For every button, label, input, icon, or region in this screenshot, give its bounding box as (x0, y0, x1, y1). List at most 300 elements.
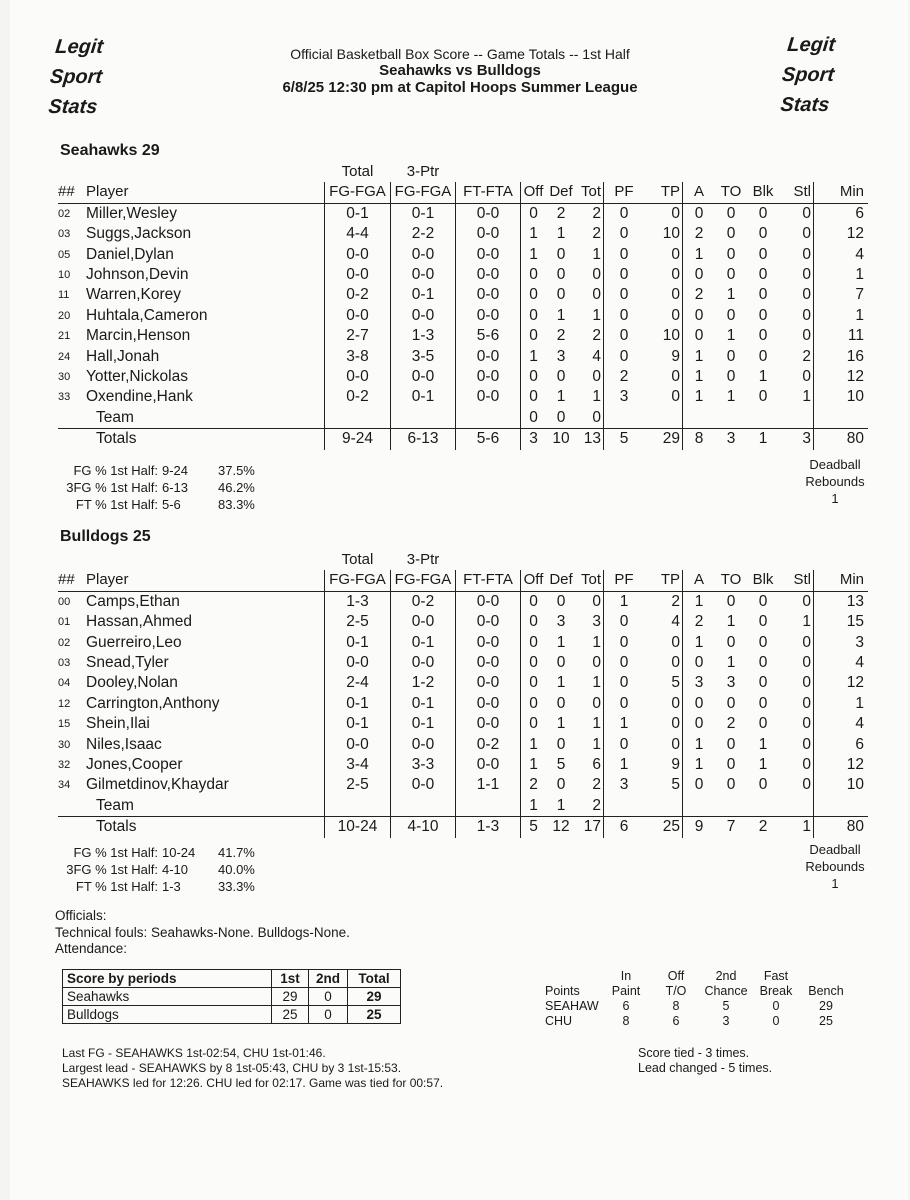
stat-to: 3 (726, 674, 736, 692)
stat-blk (747, 408, 779, 429)
column-header-pf: PF (604, 182, 645, 203)
special-cell: 6 (672, 1014, 680, 1028)
stat-to: 0 (726, 245, 736, 263)
total-fg: 9-24 (325, 429, 391, 450)
stat-pf: 3 (619, 388, 629, 406)
special-cell: 0 (772, 1014, 780, 1028)
stat-ft: 5-6 (456, 326, 521, 346)
stat-tp: 9 (644, 755, 683, 775)
special-header-cell (545, 969, 601, 984)
stat-tp: 4 (644, 612, 683, 632)
sbp-total: 29 (348, 988, 401, 1006)
stat-def: 5 (556, 756, 566, 774)
stat-blk: 1 (758, 756, 768, 774)
stat-tp: 0 (644, 245, 683, 265)
stat-tot: 0 (576, 367, 604, 387)
stat-pf: 0 (619, 266, 629, 284)
attendance: Attendance: (55, 941, 128, 956)
column-group-label: Total (341, 163, 374, 180)
player-row (58, 285, 868, 305)
score-tied: Score tied - 3 times. (638, 1046, 750, 1060)
column-group-label (644, 162, 683, 182)
stat-num: 15 (58, 718, 71, 731)
deadball-line: Deadball (809, 457, 861, 472)
stat-blk: 0 (758, 245, 768, 263)
stat-tp3: 0-0 (391, 653, 456, 673)
column-header-def: Def (546, 182, 576, 203)
stat-blk: 0 (758, 654, 768, 672)
stat-tot: 3 (576, 612, 604, 632)
stat-ft (456, 796, 521, 817)
player-row (58, 633, 868, 653)
total-pf: 6 (604, 817, 645, 838)
column-header-off: Off (521, 570, 547, 591)
stat-tp3: 0-1 (391, 714, 456, 734)
stat-tp: 0 (644, 306, 683, 326)
column-header-fg: FG-FGA (325, 182, 391, 203)
stat-num: 00 (58, 595, 71, 608)
stat-min: 10 (846, 388, 864, 406)
stat-off: 0 (529, 388, 538, 406)
header-row (58, 182, 868, 203)
stat-blk: 0 (758, 225, 768, 243)
stat-to: 0 (726, 633, 736, 651)
column-header-min: Min (814, 182, 869, 203)
time-led: SEAHAWKS led for 12:26. CHU led for 02:17. Game was tied for 00:57. (62, 1076, 444, 1090)
game-notes (62, 1046, 443, 1091)
player-row (58, 612, 868, 632)
stat-stl: 0 (779, 673, 814, 693)
stat-min: 15 (846, 613, 864, 631)
player-name: Daniel,Dylan (86, 245, 325, 265)
stat-blk: 0 (758, 266, 768, 284)
stat-tot: 2 (576, 224, 604, 244)
stat-tp3: 0-1 (391, 387, 456, 407)
pct-row (58, 844, 268, 861)
stat-def: 0 (556, 368, 566, 386)
stat-tp3: 3-5 (391, 347, 456, 367)
lead-notes (638, 1046, 772, 1076)
stat-fg: 0-2 (325, 285, 391, 305)
stat-fg (325, 408, 391, 429)
stat-tp3: 0-1 (391, 694, 456, 714)
stat-off: 0 (529, 327, 538, 345)
pct-made-att: 5-6 (162, 497, 181, 512)
stat-min: 6 (855, 735, 864, 753)
stat-a: 1 (694, 756, 704, 774)
total-def: 10 (546, 429, 576, 450)
total-min: 80 (814, 429, 869, 450)
stat-tot: 0 (576, 694, 604, 714)
stat-tot: 2 (576, 775, 604, 795)
stat-num: 20 (58, 309, 71, 322)
stat-fg: 0-0 (325, 306, 391, 326)
stat-off: 1 (529, 245, 538, 263)
officials-block (55, 908, 350, 958)
sbp-team: Bulldogs (63, 1006, 272, 1024)
column-header-to: TO (715, 182, 747, 203)
column-group-label (779, 162, 814, 182)
stat-stl (779, 408, 814, 429)
stat-num: 30 (58, 738, 71, 751)
stat-fg: 2-5 (325, 612, 391, 632)
stat-pf: 0 (619, 306, 629, 324)
stat-min: 13 (846, 592, 864, 610)
stat-to: 0 (726, 347, 736, 365)
column-group-label: Total (341, 551, 374, 568)
stat-blk: 0 (758, 613, 768, 631)
stat-tp: 0 (644, 367, 683, 387)
player-name: Huhtala,Cameron (86, 306, 325, 326)
stat-off: 1 (529, 735, 538, 753)
stat-to: 1 (726, 286, 736, 304)
stat-fg: 0-0 (325, 367, 391, 387)
stat-stl: 0 (779, 367, 814, 387)
pct-value: 33.3% (218, 879, 255, 894)
pct-value: 41.7% (218, 845, 255, 860)
stat-stl: 0 (779, 714, 814, 734)
player-row (58, 347, 868, 367)
team-percentages (58, 462, 268, 513)
player-row (58, 775, 868, 795)
stat-fg: 2-7 (325, 326, 391, 346)
stat-num: 01 (58, 616, 71, 629)
stat-a: 0 (694, 327, 704, 345)
stat-fg: 0-0 (325, 245, 391, 265)
special-cell: 0 (772, 999, 780, 1013)
stat-tp: 0 (644, 735, 683, 755)
column-group-label (747, 550, 779, 570)
last-fg: Last FG - SEAHAWKS 1st-02:54, CHU 1st-01:46. (62, 1046, 326, 1060)
player-name: Marcin,Henson (86, 326, 325, 346)
player-row (58, 326, 868, 346)
stat-pf: 0 (619, 327, 629, 345)
stat-fg: 2-5 (325, 775, 391, 795)
stat-tot: 0 (576, 408, 604, 429)
column-header-stl: Stl (779, 570, 814, 591)
pct-label: FT % 1st Half: (75, 879, 158, 894)
stat-min: 11 (847, 327, 864, 345)
column-header-tot: Tot (576, 570, 604, 591)
stat-tot: 1 (576, 714, 604, 734)
stat-tot: 1 (576, 387, 604, 407)
stat-min: 3 (855, 633, 864, 651)
player-name: Dooley,Nolan (86, 673, 325, 693)
stat-tp3 (391, 796, 456, 817)
column-group-label (683, 550, 716, 570)
stat-tp3: 0-0 (391, 775, 456, 795)
totals-row (58, 817, 868, 838)
stat-def: 0 (556, 776, 566, 794)
stat-to: 0 (726, 735, 736, 753)
stat-min (814, 796, 869, 817)
stat-tp: 0 (644, 285, 683, 305)
stat-tp: 5 (644, 673, 683, 693)
stat-a: 0 (694, 204, 704, 222)
column-header-ft: FT-FTA (456, 182, 521, 203)
stat-tp: 9 (644, 347, 683, 367)
column-group-label (58, 550, 86, 570)
stat-stl: 0 (779, 591, 814, 612)
stat-ft: 0-0 (456, 285, 521, 305)
player-row (58, 245, 868, 265)
column-header-blk: Blk (747, 570, 779, 591)
stat-ft: 0-0 (456, 306, 521, 326)
stat-blk: 0 (758, 327, 768, 345)
stat-to: 1 (726, 327, 736, 345)
stat-def: 2 (556, 327, 566, 345)
stat-tp: 5 (644, 775, 683, 795)
officials-label: Officials: (55, 908, 107, 923)
special-cell: 3 (722, 1014, 730, 1028)
total-to: 7 (715, 817, 747, 838)
stat-tp: 10 (644, 224, 683, 244)
stat-pf: 0 (619, 735, 629, 753)
total-tp: 29 (644, 429, 683, 450)
stat-def: 0 (556, 266, 566, 284)
player-row (58, 203, 868, 224)
stat-min: 10 (846, 776, 864, 794)
stat-num: 24 (58, 350, 71, 363)
special-header-cell (801, 969, 851, 984)
stat-off: 0 (529, 592, 538, 610)
stat-a: 1 (694, 388, 704, 406)
stat-def: 1 (556, 306, 566, 324)
stat-off: 0 (529, 286, 538, 304)
stat-pf: 0 (619, 225, 629, 243)
stat-pf: 0 (619, 347, 629, 365)
special-header-row (545, 969, 851, 984)
player-row (58, 591, 868, 612)
stat-tp3: 0-0 (391, 306, 456, 326)
player-row (58, 265, 868, 285)
pct-value: 40.0% (218, 862, 255, 877)
column-header-tp: TP (644, 570, 683, 591)
pct-made-att: 6-13 (162, 480, 189, 495)
stat-blk: 0 (758, 388, 768, 406)
stat-off: 0 (529, 613, 538, 631)
stat-tp (644, 408, 683, 429)
column-header-tot: Tot (576, 182, 604, 203)
sbp-cell: 0 (309, 1006, 348, 1024)
stat-tp3 (391, 408, 456, 429)
column-header-tp: TP (644, 182, 683, 203)
stat-off: 0 (529, 408, 538, 426)
stat-pf: 0 (619, 633, 629, 651)
stat-to: 0 (726, 306, 736, 324)
stat-ft: 0-2 (456, 735, 521, 755)
score-by-periods-table (62, 969, 401, 1024)
stat-num: 32 (58, 759, 71, 772)
stat-blk: 0 (758, 204, 768, 222)
special-header-cell: Points (545, 984, 580, 998)
player-name: Shein,Ilai (86, 714, 325, 734)
player-name: Team (86, 796, 325, 817)
stat-to: 0 (726, 368, 736, 386)
stat-ft: 0-0 (456, 714, 521, 734)
stat-num: 03 (58, 657, 71, 670)
pct-row (58, 861, 268, 878)
player-name: Hall,Jonah (86, 347, 325, 367)
stat-num: 34 (58, 779, 71, 792)
total-min: 80 (814, 817, 869, 838)
stat-tp: 0 (644, 387, 683, 407)
total-num (58, 817, 86, 838)
stat-min: 16 (846, 347, 864, 365)
column-group-label (86, 550, 325, 570)
player-name: Oxendine,Hank (86, 387, 325, 407)
total-ft: 5-6 (456, 429, 521, 450)
player-name: Camps,Ethan (86, 591, 325, 612)
stat-off: 1 (529, 796, 538, 814)
stat-to: 0 (726, 266, 736, 284)
stat-tot: 0 (576, 285, 604, 305)
stat-pf: 0 (619, 204, 629, 222)
total-def: 12 (546, 817, 576, 838)
stat-tp3: 0-0 (391, 245, 456, 265)
column-header-a: A (683, 182, 716, 203)
stat-tot: 2 (576, 796, 604, 817)
player-row (58, 367, 868, 387)
player-row (58, 735, 868, 755)
stat-num: 33 (58, 391, 71, 404)
player-name: Miller,Wesley (86, 203, 325, 224)
total-blk: 2 (747, 817, 779, 838)
special-header-cell: 2nd (715, 969, 737, 983)
stat-blk: 1 (758, 735, 768, 753)
total-stl: 3 (779, 429, 814, 450)
column-header-min: Min (814, 570, 869, 591)
stat-blk: 0 (758, 286, 768, 304)
stat-tp: 10 (644, 326, 683, 346)
total-stl: 1 (779, 817, 814, 838)
total-to: 3 (715, 429, 747, 450)
header-row-groups (58, 162, 868, 182)
special-team: SEAHAW (545, 999, 599, 1013)
column-header-fg: FG-FGA (325, 570, 391, 591)
stat-pf: 2 (619, 368, 629, 386)
column-group-label (86, 162, 325, 182)
stat-num: 12 (58, 697, 71, 710)
stat-a: 2 (694, 286, 704, 304)
player-name: Team (86, 408, 325, 429)
special-row (545, 1014, 851, 1029)
stat-tp3: 3-3 (391, 755, 456, 775)
column-header-blk: Blk (747, 182, 779, 203)
stat-tot: 2 (576, 203, 604, 224)
stat-tot: 1 (576, 633, 604, 653)
column-header-player: Player (86, 570, 325, 591)
stat-num: 30 (58, 371, 71, 384)
stat-stl: 0 (779, 755, 814, 775)
stat-a: 2 (694, 225, 704, 243)
pct-value: 83.3% (218, 497, 255, 512)
stat-min: 1 (855, 266, 864, 284)
column-group-label (58, 162, 86, 182)
stat-ft: 0-0 (456, 245, 521, 265)
stat-fg: 0-1 (325, 633, 391, 653)
stat-def: 3 (556, 347, 566, 365)
special-cell: 29 (819, 999, 833, 1013)
stat-num: 21 (58, 330, 71, 343)
header-row (58, 570, 868, 591)
stat-stl: 0 (779, 735, 814, 755)
stat-pf: 1 (619, 592, 629, 610)
player-row (58, 224, 868, 244)
stat-ft: 0-0 (456, 265, 521, 285)
stat-pf: 1 (619, 756, 629, 774)
stat-num: 02 (58, 207, 71, 220)
special-row (545, 999, 851, 1014)
stat-tp: 0 (644, 265, 683, 285)
stat-off: 2 (529, 776, 538, 794)
stat-stl: 0 (779, 653, 814, 673)
stat-tp: 0 (644, 714, 683, 734)
stat-to (715, 796, 747, 817)
pct-row (58, 479, 268, 496)
stat-a: 0 (694, 266, 704, 284)
deadball-line: Deadball (809, 842, 861, 857)
stat-def: 3 (556, 613, 566, 631)
total-tp: 25 (644, 817, 683, 838)
special-team: CHU (545, 1014, 573, 1028)
stat-ft (456, 408, 521, 429)
pct-made-att: 4-10 (162, 862, 189, 877)
total-tot: 17 (576, 817, 604, 838)
stat-tp: 0 (644, 694, 683, 714)
stat-to: 0 (726, 694, 736, 712)
column-group-label (521, 162, 604, 182)
stat-min: 7 (855, 286, 864, 304)
pct-label: 3FG % 1st Half: (66, 480, 158, 495)
column-group-label (644, 550, 683, 570)
stat-min: 6 (855, 204, 864, 222)
stat-fg: 1-3 (325, 591, 391, 612)
total-num (58, 429, 86, 450)
stat-ft: 0-0 (456, 203, 521, 224)
stat-a: 1 (694, 347, 704, 365)
stat-stl: 0 (779, 265, 814, 285)
total-tot: 13 (576, 429, 604, 450)
stat-num: 05 (58, 248, 71, 261)
stat-num (58, 796, 86, 817)
stat-ft: 0-0 (456, 367, 521, 387)
special-header-cell: Paint (611, 984, 641, 998)
stat-a: 1 (694, 245, 704, 263)
column-group-label (747, 162, 779, 182)
stat-stl: 0 (779, 245, 814, 265)
stat-a: 0 (694, 715, 704, 733)
stat-min: 12 (846, 368, 864, 386)
stat-fg: 0-1 (325, 714, 391, 734)
sbp-total: 25 (348, 1006, 401, 1024)
player-row (58, 653, 868, 673)
player-name: Warren,Korey (86, 285, 325, 305)
player-name: Jones,Cooper (86, 755, 325, 775)
matchup: Seahawks vs Bulldogs (379, 62, 541, 79)
deadball-line: 1 (831, 491, 839, 506)
stat-a: 0 (694, 654, 704, 672)
stat-fg: 3-8 (325, 347, 391, 367)
stat-off: 0 (529, 266, 538, 284)
stat-pf (604, 796, 645, 817)
stat-min: 4 (855, 715, 864, 733)
stat-tp: 0 (644, 653, 683, 673)
special-stats (545, 969, 851, 1029)
special-header-row (545, 984, 851, 999)
stat-fg: 2-4 (325, 673, 391, 693)
special-cell: 25 (819, 1014, 833, 1028)
